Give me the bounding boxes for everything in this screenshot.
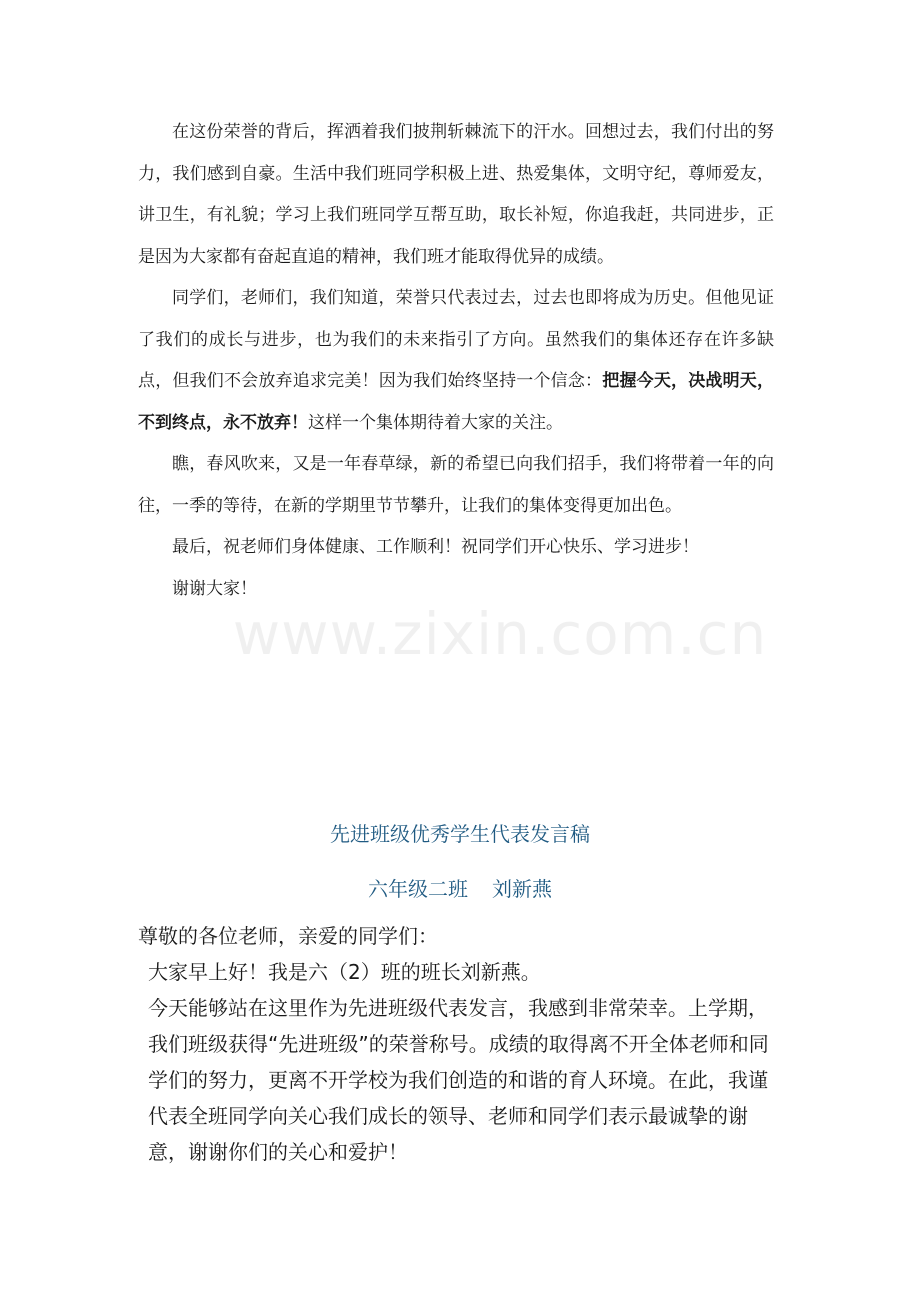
speech-body <box>138 918 784 1170</box>
paragraph-text: 同学们，老师们，我们知道，荣誉只代表过去，过去也即将成为历史。但他见证了我们的成长与进步，也为我们的未来指引了方向。虽然我们的集体还存在许多缺点，但我们不会放弃追求完美！因为我们始终坚持一个信念： <box>138 288 774 391</box>
paragraph-thanks: 谢谢大家！ <box>172 578 257 599</box>
watermark: www.zixin.com.cn <box>232 600 768 668</box>
paragraph-text: 这样一个集体期待着大家的关注。 <box>308 412 563 433</box>
speech-paragraph: 今天能够站在这里作为先进班级代表发言，我感到非常荣幸。上学期，我们班级获得“先进班级”的荣誉称号。成绩的取得离不开全体老师和同学们的努力，更离不开学校为我们创造的和谐的育人环境。在此，我谨代表全班同学向关心我们成长的领导、老师和同学们表示最诚挚的谢意，谢谢你们的关心和爱护！ <box>148 996 769 1164</box>
speech-title: 先进班级优秀学生代表发言稿 <box>330 822 590 846</box>
speech-byline <box>0 873 920 902</box>
paragraph-spring: 瞧，春风吹来，又是一年春草绿，新的希望已向我们招手，我们将带着一年的向往，一季的等待，在新的学期里节节攀升，让我们的集体变得更加出色。 <box>138 454 774 516</box>
intro-line: 大家早上好！我是六（2）班的班长刘新燕。 <box>148 960 541 984</box>
bold-motto: 把握今天，决战明天，不到终点，永不放弃！ <box>138 371 774 433</box>
greeting: 尊敬的各位老师，亲爱的同学们： <box>138 924 438 948</box>
paragraph-honor-past <box>138 278 774 444</box>
class-name: 六年级二班 <box>368 877 468 901</box>
paragraph-honor-background: 在这份荣誉的背后，挥洒着我们披荆斩棘流下的汗水。回想过去，我们付出的努力，我们感到自豪。生活中我们班同学积极上进、热爱集体，文明守纪，尊师爱友，讲卫生，有礼貌；学习上我们班同学互帮互助，取长补短，你追我赶，共同进步，正是因为大家都有奋起直追的精神，我们班才能取得优异的成绩。 <box>138 122 774 267</box>
previous-speech-text <box>138 112 774 610</box>
paragraph-wishes: 最后，祝老师们身体健康、工作顺利！祝同学们开心快乐、学习进步！ <box>172 537 699 557</box>
author-name: 刘新燕 <box>492 877 552 901</box>
